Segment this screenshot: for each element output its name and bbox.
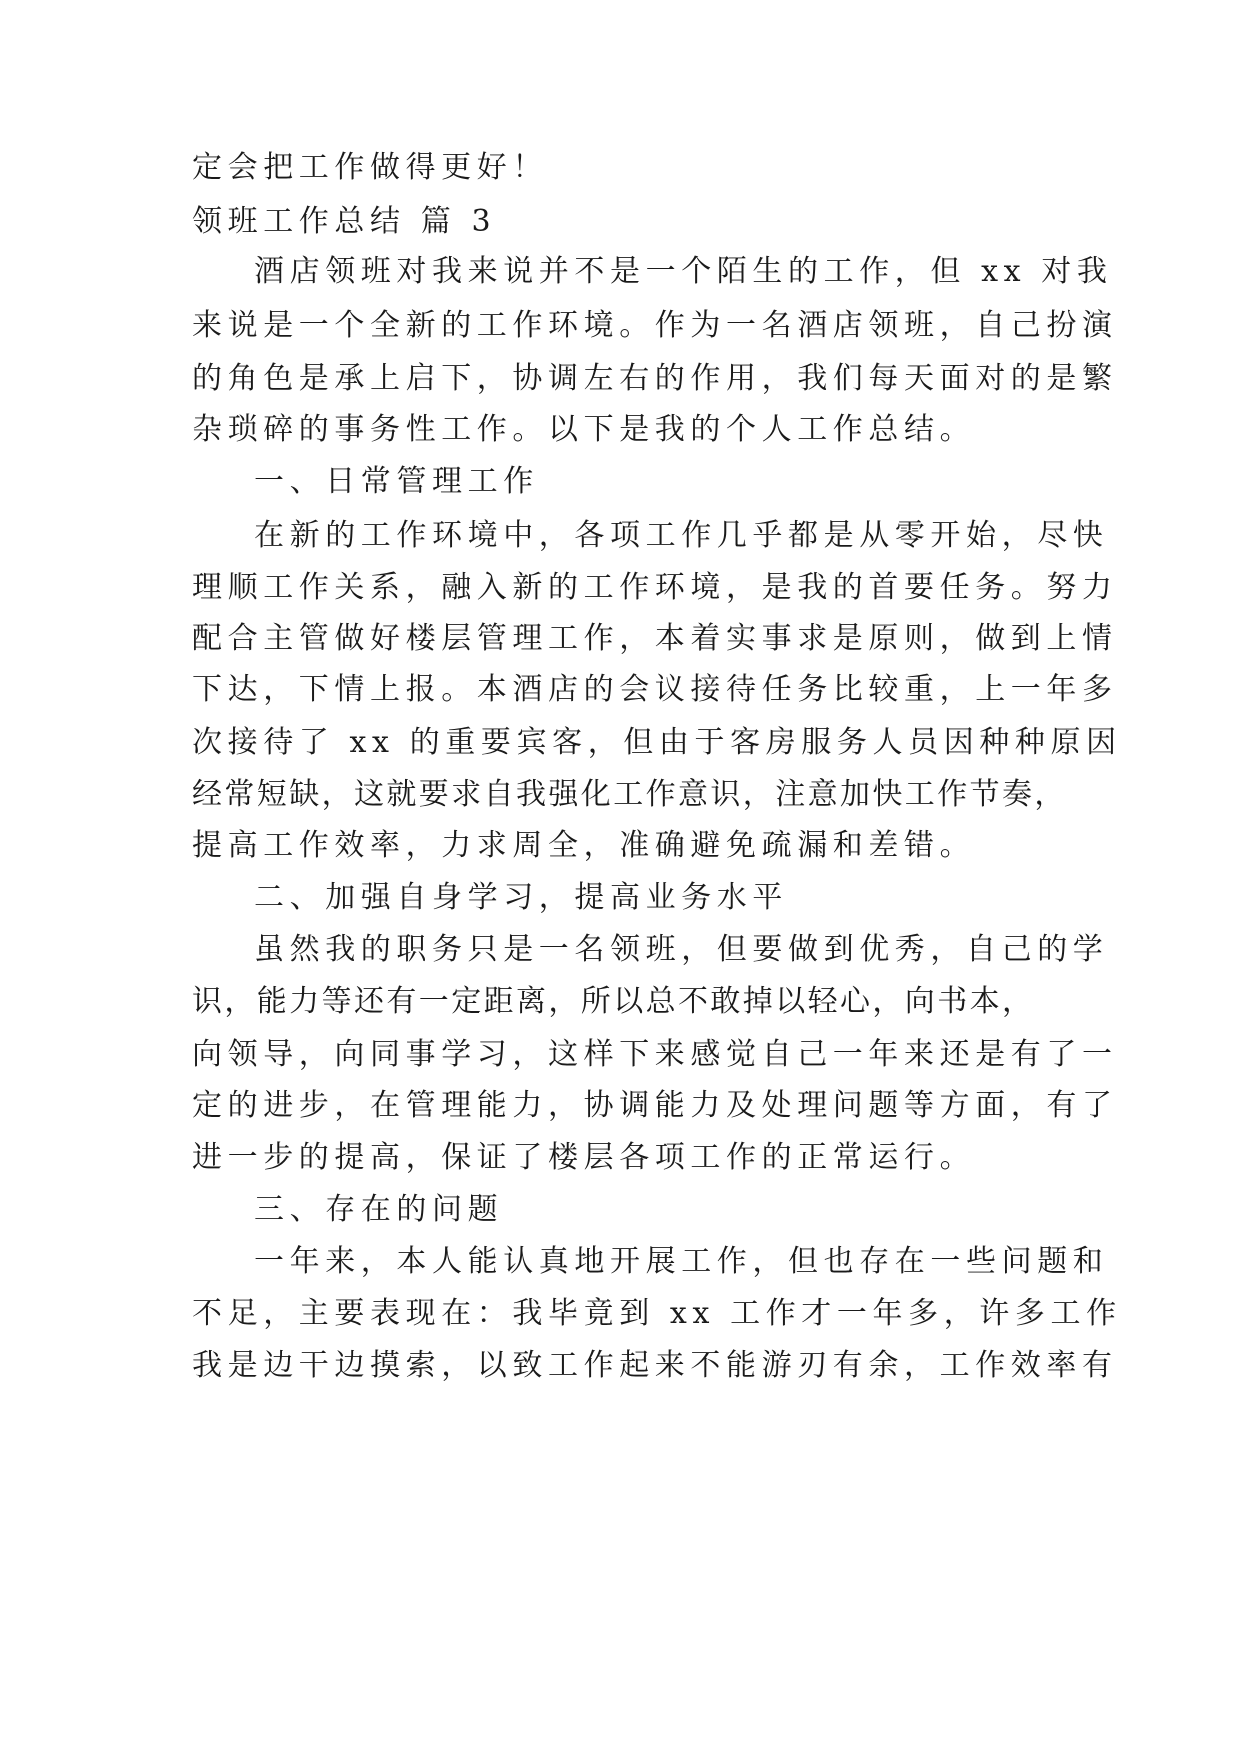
- paragraph-line: 提高工作效率，力求周全，准确避免疏漏和差错。: [192, 828, 976, 863]
- body-text-line: 定会把工作做得更好！: [192, 150, 548, 185]
- paragraph-line: 配合主管做好楼层管理工作，本着实事求是原则，做到上情: [192, 621, 1118, 656]
- section-title: 领班工作总结 篇 3: [192, 204, 497, 239]
- paragraph-line: 经常短缺，这就要求自我强化工作意识，注意加快工作节奏，: [192, 777, 1067, 812]
- paragraph-line: 下达，下情上报。本酒店的会议接待任务比较重，上一年多: [192, 672, 1118, 707]
- paragraph-line: 的角色是承上启下，协调左右的作用，我们每天面对的是繁: [192, 361, 1118, 396]
- paragraph-line: 来说是一个全新的工作环境。作为一名酒店领班，自己扮演: [192, 308, 1118, 343]
- paragraph-line: 次接待了 xx 的重要宾客，但由于客房服务人员因种种原因: [192, 725, 1122, 760]
- paragraph-line: 理顺工作关系，融入新的工作环境，是我的首要任务。努力: [192, 570, 1118, 605]
- subheading: 三、存在的问题: [254, 1192, 504, 1227]
- paragraph-line: 不足，主要表现在：我毕竟到 xx 工作才一年多，许多工作: [192, 1296, 1122, 1331]
- paragraph-line: 进一步的提高，保证了楼层各项工作的正常运行。: [192, 1140, 976, 1175]
- paragraph-line: 杂琐碎的事务性工作。以下是我的个人工作总结。: [192, 412, 976, 447]
- subheading: 一、日常管理工作: [254, 464, 539, 499]
- paragraph-line: 酒店领班对我来说并不是一个陌生的工作，但 xx 对我: [254, 254, 1113, 289]
- paragraph-line: 定的进步，在管理能力，协调能力及处理问题等方面，有了: [192, 1088, 1118, 1123]
- paragraph-line: 一年来，本人能认真地开展工作，但也存在一些问题和: [254, 1244, 1109, 1279]
- subheading: 二、加强自身学习，提高业务水平: [254, 880, 788, 915]
- paragraph-line: 在新的工作环境中，各项工作几乎都是从零开始，尽快: [254, 518, 1109, 553]
- paragraph-line: 向领导，向同事学习，这样下来感觉自己一年来还是有了一: [192, 1037, 1118, 1072]
- paragraph-line: 识，能力等还有一定距离，所以总不敢掉以轻心，向书本，: [192, 984, 1035, 1019]
- paragraph-line: 我是边干边摸索，以致工作起来不能游刃有余，工作效率有: [192, 1348, 1118, 1383]
- paragraph-line: 虽然我的职务只是一名领班，但要做到优秀，自己的学: [254, 932, 1109, 967]
